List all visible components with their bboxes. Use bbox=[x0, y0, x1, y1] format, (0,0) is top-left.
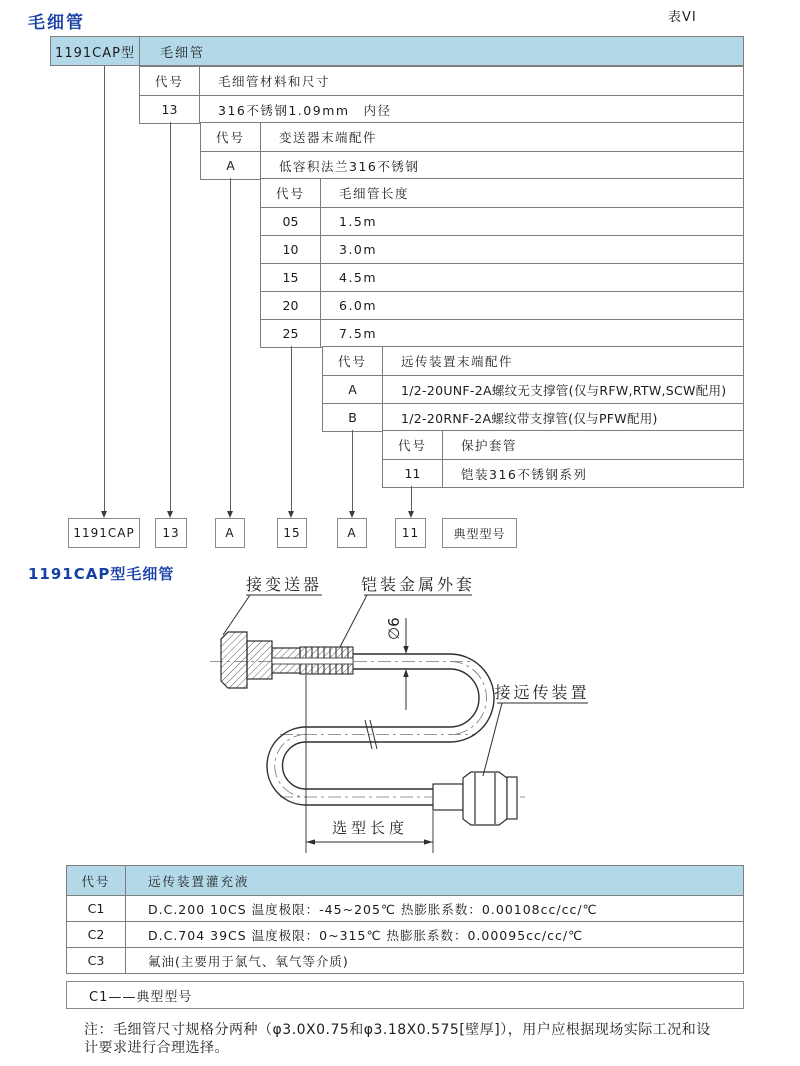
capillary-drawing bbox=[180, 560, 620, 860]
label-cell: 1/2-20RNF-2A螺纹带支撑管(仅与PFW配用) bbox=[401, 410, 658, 426]
fill-fluid-table bbox=[66, 865, 744, 974]
drop-line bbox=[352, 430, 353, 511]
label-cell: 316不锈钢1.09mm 内径 bbox=[218, 102, 392, 118]
label-cell: 7.5m bbox=[339, 326, 378, 341]
table-row bbox=[67, 895, 743, 921]
fill-table-header bbox=[67, 866, 743, 895]
example-code-box: 11 bbox=[395, 518, 426, 548]
code-header: 代号 bbox=[323, 347, 383, 375]
diameter-label: ∅6 bbox=[385, 617, 403, 640]
length-dim-label: 选型长度 bbox=[331, 819, 409, 837]
group-header-row bbox=[323, 347, 743, 375]
group-header-row bbox=[140, 67, 743, 95]
code-cell: 05 bbox=[261, 208, 321, 235]
callout-armor-jacket bbox=[340, 575, 475, 647]
footnote: 注：毛细管尺寸规格分两种（φ3.0X0.75和φ3.18X0.575[壁厚]），用户应根据现场实际工况和设计要求进行合理选择。 bbox=[84, 1022, 711, 1057]
callout-remote-end bbox=[483, 683, 590, 776]
label-cell: 4.5m bbox=[339, 270, 378, 285]
arrow-down-icon bbox=[167, 511, 173, 518]
label-cell: D.C.200 10CS 温度极限：-45~205℃ 热膨胀系数：0.00108cc/cc/℃ bbox=[148, 901, 598, 917]
section-title: 1191CAP型毛细管 bbox=[28, 565, 175, 583]
table-row bbox=[261, 319, 743, 347]
armor-jacket-label: 铠装金属外套 bbox=[360, 575, 476, 594]
example-model-label-box: 典型型号 bbox=[442, 518, 517, 548]
example-code-box: 1191CAP bbox=[68, 518, 140, 548]
table-row bbox=[261, 291, 743, 319]
code-cell: 20 bbox=[261, 292, 321, 319]
drop-line bbox=[170, 122, 171, 511]
arrow-down-icon bbox=[227, 511, 233, 518]
example-code-box: A bbox=[337, 518, 367, 548]
table-row bbox=[261, 207, 743, 235]
fill-example-box: C1——典型型号 bbox=[66, 981, 744, 1009]
code-cell: C3 bbox=[67, 948, 126, 973]
arrow-down-icon bbox=[101, 511, 107, 518]
table-row bbox=[201, 151, 743, 179]
remote-end-label: 接远传装置 bbox=[494, 683, 590, 702]
code-cell: 25 bbox=[261, 320, 321, 347]
group-header-row bbox=[261, 179, 743, 207]
drop-line bbox=[291, 346, 292, 511]
code-cell: 13 bbox=[140, 96, 200, 123]
table-row bbox=[323, 375, 743, 403]
label-cell: 3.0m bbox=[339, 242, 378, 257]
label-cell: 低容积法兰316不锈钢 bbox=[279, 158, 420, 174]
arrow-down-icon bbox=[288, 511, 294, 518]
capillary-tube bbox=[267, 654, 494, 805]
table-row bbox=[383, 459, 743, 487]
model-group-remote-end bbox=[322, 346, 744, 432]
table-row bbox=[67, 921, 743, 947]
drop-line bbox=[104, 66, 105, 511]
callout-transmitter-end bbox=[223, 575, 322, 635]
label-header: 毛细管材料和尺寸 bbox=[218, 74, 331, 89]
code-cell: B bbox=[323, 404, 383, 431]
code-cell: A bbox=[323, 376, 383, 403]
label-cell: D.C.704 39CS 温度极限：0~315℃ 热膨胀系数：0.00095cc/cc/℃ bbox=[148, 927, 584, 943]
label-header: 远传装置灌充液 bbox=[148, 873, 250, 889]
arrow-down-icon bbox=[349, 511, 355, 518]
drop-line bbox=[411, 486, 412, 511]
example-code-box: A bbox=[215, 518, 245, 548]
table-row bbox=[323, 403, 743, 431]
transmitter-end-label: 接变送器 bbox=[245, 575, 323, 594]
code-cell: 10 bbox=[261, 236, 321, 263]
table-row bbox=[67, 947, 743, 973]
code-header: 代号 bbox=[383, 431, 443, 459]
group-header-row bbox=[383, 431, 743, 459]
label-cell: 铠装316不锈钢系列 bbox=[461, 466, 588, 482]
table-row bbox=[140, 95, 743, 123]
group-header-row bbox=[201, 123, 743, 151]
model-root-label: 毛细管 bbox=[160, 45, 206, 61]
model-root-row bbox=[50, 36, 744, 66]
diameter-dimension bbox=[385, 617, 409, 710]
code-cell: 11 bbox=[383, 460, 443, 487]
code-header: 代号 bbox=[67, 866, 126, 895]
label-cell: 6.0m bbox=[339, 298, 378, 313]
model-group-protective-sleeve bbox=[382, 430, 744, 488]
label-header: 毛细管长度 bbox=[339, 186, 410, 201]
label-cell: 1.5m bbox=[339, 214, 378, 229]
table-row bbox=[261, 235, 743, 263]
label-cell: 1/2-20UNF-2A螺纹无支撑管(仅与RFW,RTW,SCW配用) bbox=[401, 382, 727, 398]
model-root-code: 1191CAP型 bbox=[51, 37, 140, 65]
label-cell: 氟油(主要用于氯气、氧气等介质) bbox=[148, 953, 349, 969]
code-cell: 15 bbox=[261, 264, 321, 291]
example-code-box: 15 bbox=[277, 518, 307, 548]
label-header: 变送器末端配件 bbox=[279, 130, 378, 145]
model-group-material bbox=[139, 66, 744, 124]
length-dimension bbox=[306, 675, 433, 853]
code-cell: C1 bbox=[67, 896, 126, 921]
table-row bbox=[261, 263, 743, 291]
model-group-length bbox=[260, 178, 744, 348]
code-cell: C2 bbox=[67, 922, 126, 947]
label-header: 远传装置末端配件 bbox=[401, 354, 514, 369]
arrow-down-icon bbox=[408, 511, 414, 518]
page-title: 毛细管 bbox=[28, 13, 85, 33]
drop-line bbox=[230, 178, 231, 511]
label-header: 保护套管 bbox=[461, 438, 518, 453]
example-code-box: 13 bbox=[155, 518, 187, 548]
table-reference: 表VI bbox=[668, 10, 697, 25]
code-header: 代号 bbox=[261, 179, 321, 207]
code-header: 代号 bbox=[201, 123, 261, 151]
remote-fitting bbox=[433, 772, 517, 825]
code-cell: A bbox=[201, 152, 261, 179]
model-group-transmitter-end bbox=[200, 122, 744, 180]
code-header: 代号 bbox=[140, 67, 200, 95]
